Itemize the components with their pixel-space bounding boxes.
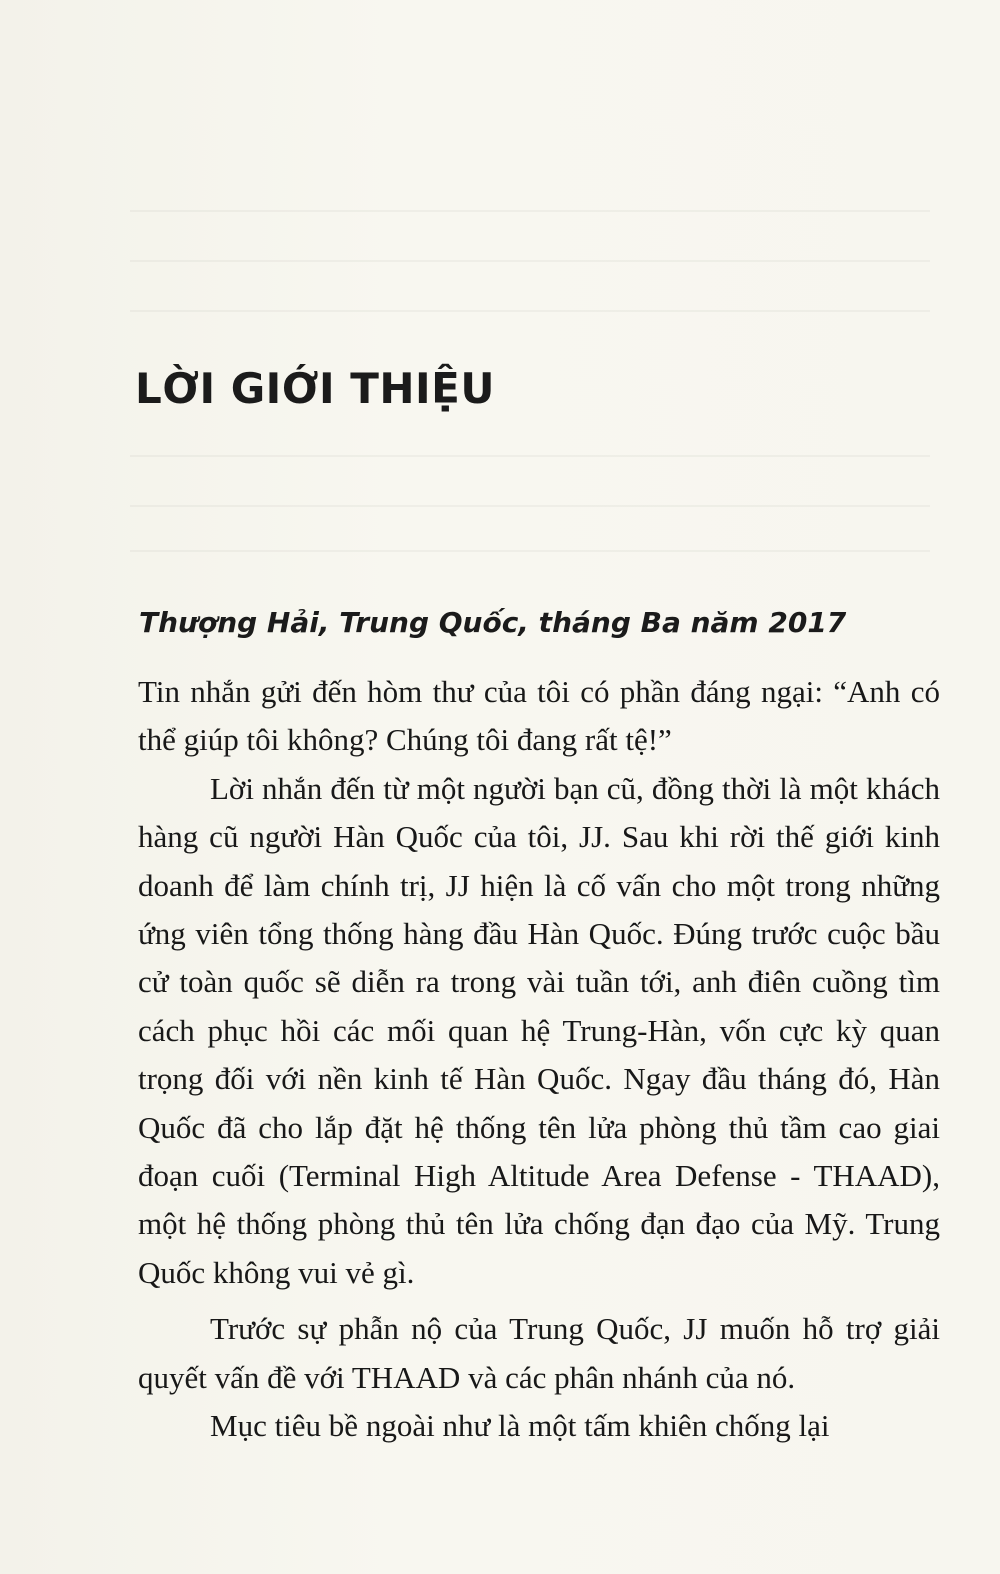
bleed-through-line	[130, 455, 930, 457]
section-subheading: Thượng Hải, Trung Quốc, tháng Ba năm 2017	[139, 606, 847, 639]
bleed-through-line	[130, 260, 930, 262]
bleed-through-line	[130, 210, 930, 212]
paragraph-4: Mục tiêu bề ngoài như là một tấm khiên chống lại	[210, 1408, 830, 1444]
body-text	[138, 668, 940, 1451]
paragraph-1: Tin nhắn gửi đến hòm thư của tôi có phần đáng ngại: “Anh có thể giúp tôi không? Chúng tôi đang rất tệ!”	[138, 674, 940, 758]
paragraph-3: Trước sự phẫn nộ của Trung Quốc, JJ muốn hỗ trợ giải quyết vấn đề với THAAD và các phân nhánh của nó.	[138, 1311, 940, 1395]
chapter-title: LỜI GIỚI THIỆU	[135, 364, 495, 413]
bleed-through-line	[130, 550, 930, 552]
paragraph-2: Lời nhắn đến từ một người bạn cũ, đồng thời là một khách hàng cũ người Hàn Quốc của tôi, JJ. Sau khi rời thế giới kinh doanh để làm chính trị, JJ hiện là cố vấn cho một trong những ứng viên tổng thống hàng đầu Hàn Quốc. Đúng trước cuộc bầu cử toàn quốc sẽ diễn ra trong vài tuần tới, anh điên cuồng tìm cách phục hồi các mối quan hệ Trung-Hàn, vốn cực kỳ quan trọng đối với nền kinh tế Hàn Quốc. Ngay đầu tháng đó, Hàn Quốc đã cho lắp đặt hệ thống tên lửa phòng thủ tầm cao giai đoạn cuối (Terminal High Altitude Area Defense - THAAD), một hệ thống phòng thủ tên lửa chống đạn đạo của Mỹ. Trung Quốc không vui vẻ gì.	[138, 770, 940, 1290]
bleed-through-line	[130, 310, 930, 312]
bleed-through-line	[130, 505, 930, 507]
